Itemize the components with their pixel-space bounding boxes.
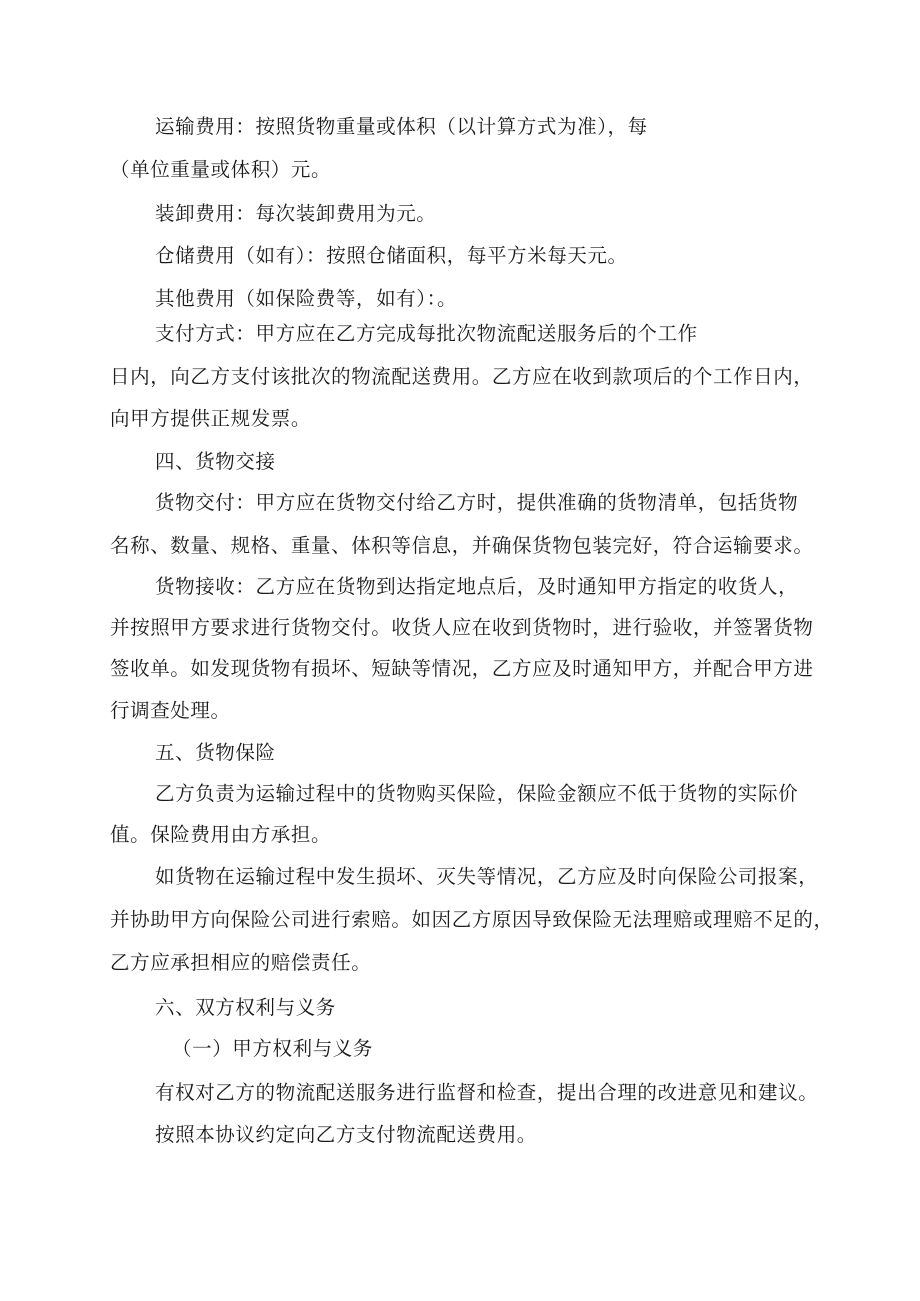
section-6-subheading: （一）甲方权利与义务 [172, 1037, 374, 1060]
section-4-heading: 四、货物交接 [155, 450, 276, 473]
insurance-p2-line-1: 如货物在运输过程中发生损坏、灭失等情况，乙方应及时向保险公司报案， [155, 865, 819, 888]
transport-fee-line-2: （单位重量或体积）元。 [110, 158, 332, 181]
insurance-p2-line-2: 并协助甲方向保险公司进行索赔。如因乙方原因导致保险无法理赔或理赔不足的， [110, 908, 834, 931]
payment-line-2: 日内，向乙方支付该批次的物流配送费用。乙方应在收到款项后的个工作日内， [110, 365, 814, 388]
insurance-p1-line-1: 乙方负责为运输过程中的货物购买保险，保险金额应不低于货物的实际价 [155, 782, 799, 805]
payment-line-1: 支付方式：甲方应在乙方完成每批次物流配送服务后的个工作 [155, 322, 698, 345]
payment-line-3: 向甲方提供正规发票。 [110, 407, 312, 430]
delivery-line-1: 货物交付：甲方应在货物交付给乙方时，提供准确的货物清单，包括货物 [155, 491, 799, 514]
insurance-p2-line-3: 乙方应承担相应的赔偿责任。 [110, 951, 372, 974]
section-6-heading: 六、双方权利与义务 [155, 996, 336, 1019]
receipt-line-3: 签收单。如发现货物有损坏、短缺等情况，乙方应及时通知甲方，并配合甲方进 [110, 657, 814, 680]
party-a-duty-line: 按照本协议约定向乙方支付物流配送费用。 [155, 1123, 537, 1146]
transport-fee-line-1: 运输费用：按照货物重量或体积（以计算方式为准），每 [155, 115, 648, 138]
loading-fee-line: 装卸费用：每次装卸费用为元。 [155, 202, 437, 225]
receipt-line-1: 货物接收：乙方应在货物到达指定地点后，及时通知甲方指定的收货人， [155, 575, 799, 598]
section-5-heading: 五、货物保险 [155, 741, 276, 764]
other-fee-line: 其他费用（如保险费等，如有）：。 [155, 287, 458, 310]
delivery-line-2: 名称、数量、规格、重量、体积等信息，并确保货物包装完好，符合运输要求。 [110, 534, 814, 557]
party-a-right-line: 有权对乙方的物流配送服务进行监督和检查，提出合理的改进意见和建议。 [155, 1081, 819, 1104]
insurance-p1-line-2: 值。保险费用由方承担。 [110, 823, 332, 846]
receipt-line-2: 并按照甲方要求进行货物交付。收货人应在收到货物时，进行验收，并签署货物 [110, 616, 814, 639]
storage-fee-line: 仓储费用（如有）：按照仓储面积，每平方米每天元。 [155, 244, 628, 267]
receipt-line-4: 行调查处理。 [110, 699, 231, 722]
